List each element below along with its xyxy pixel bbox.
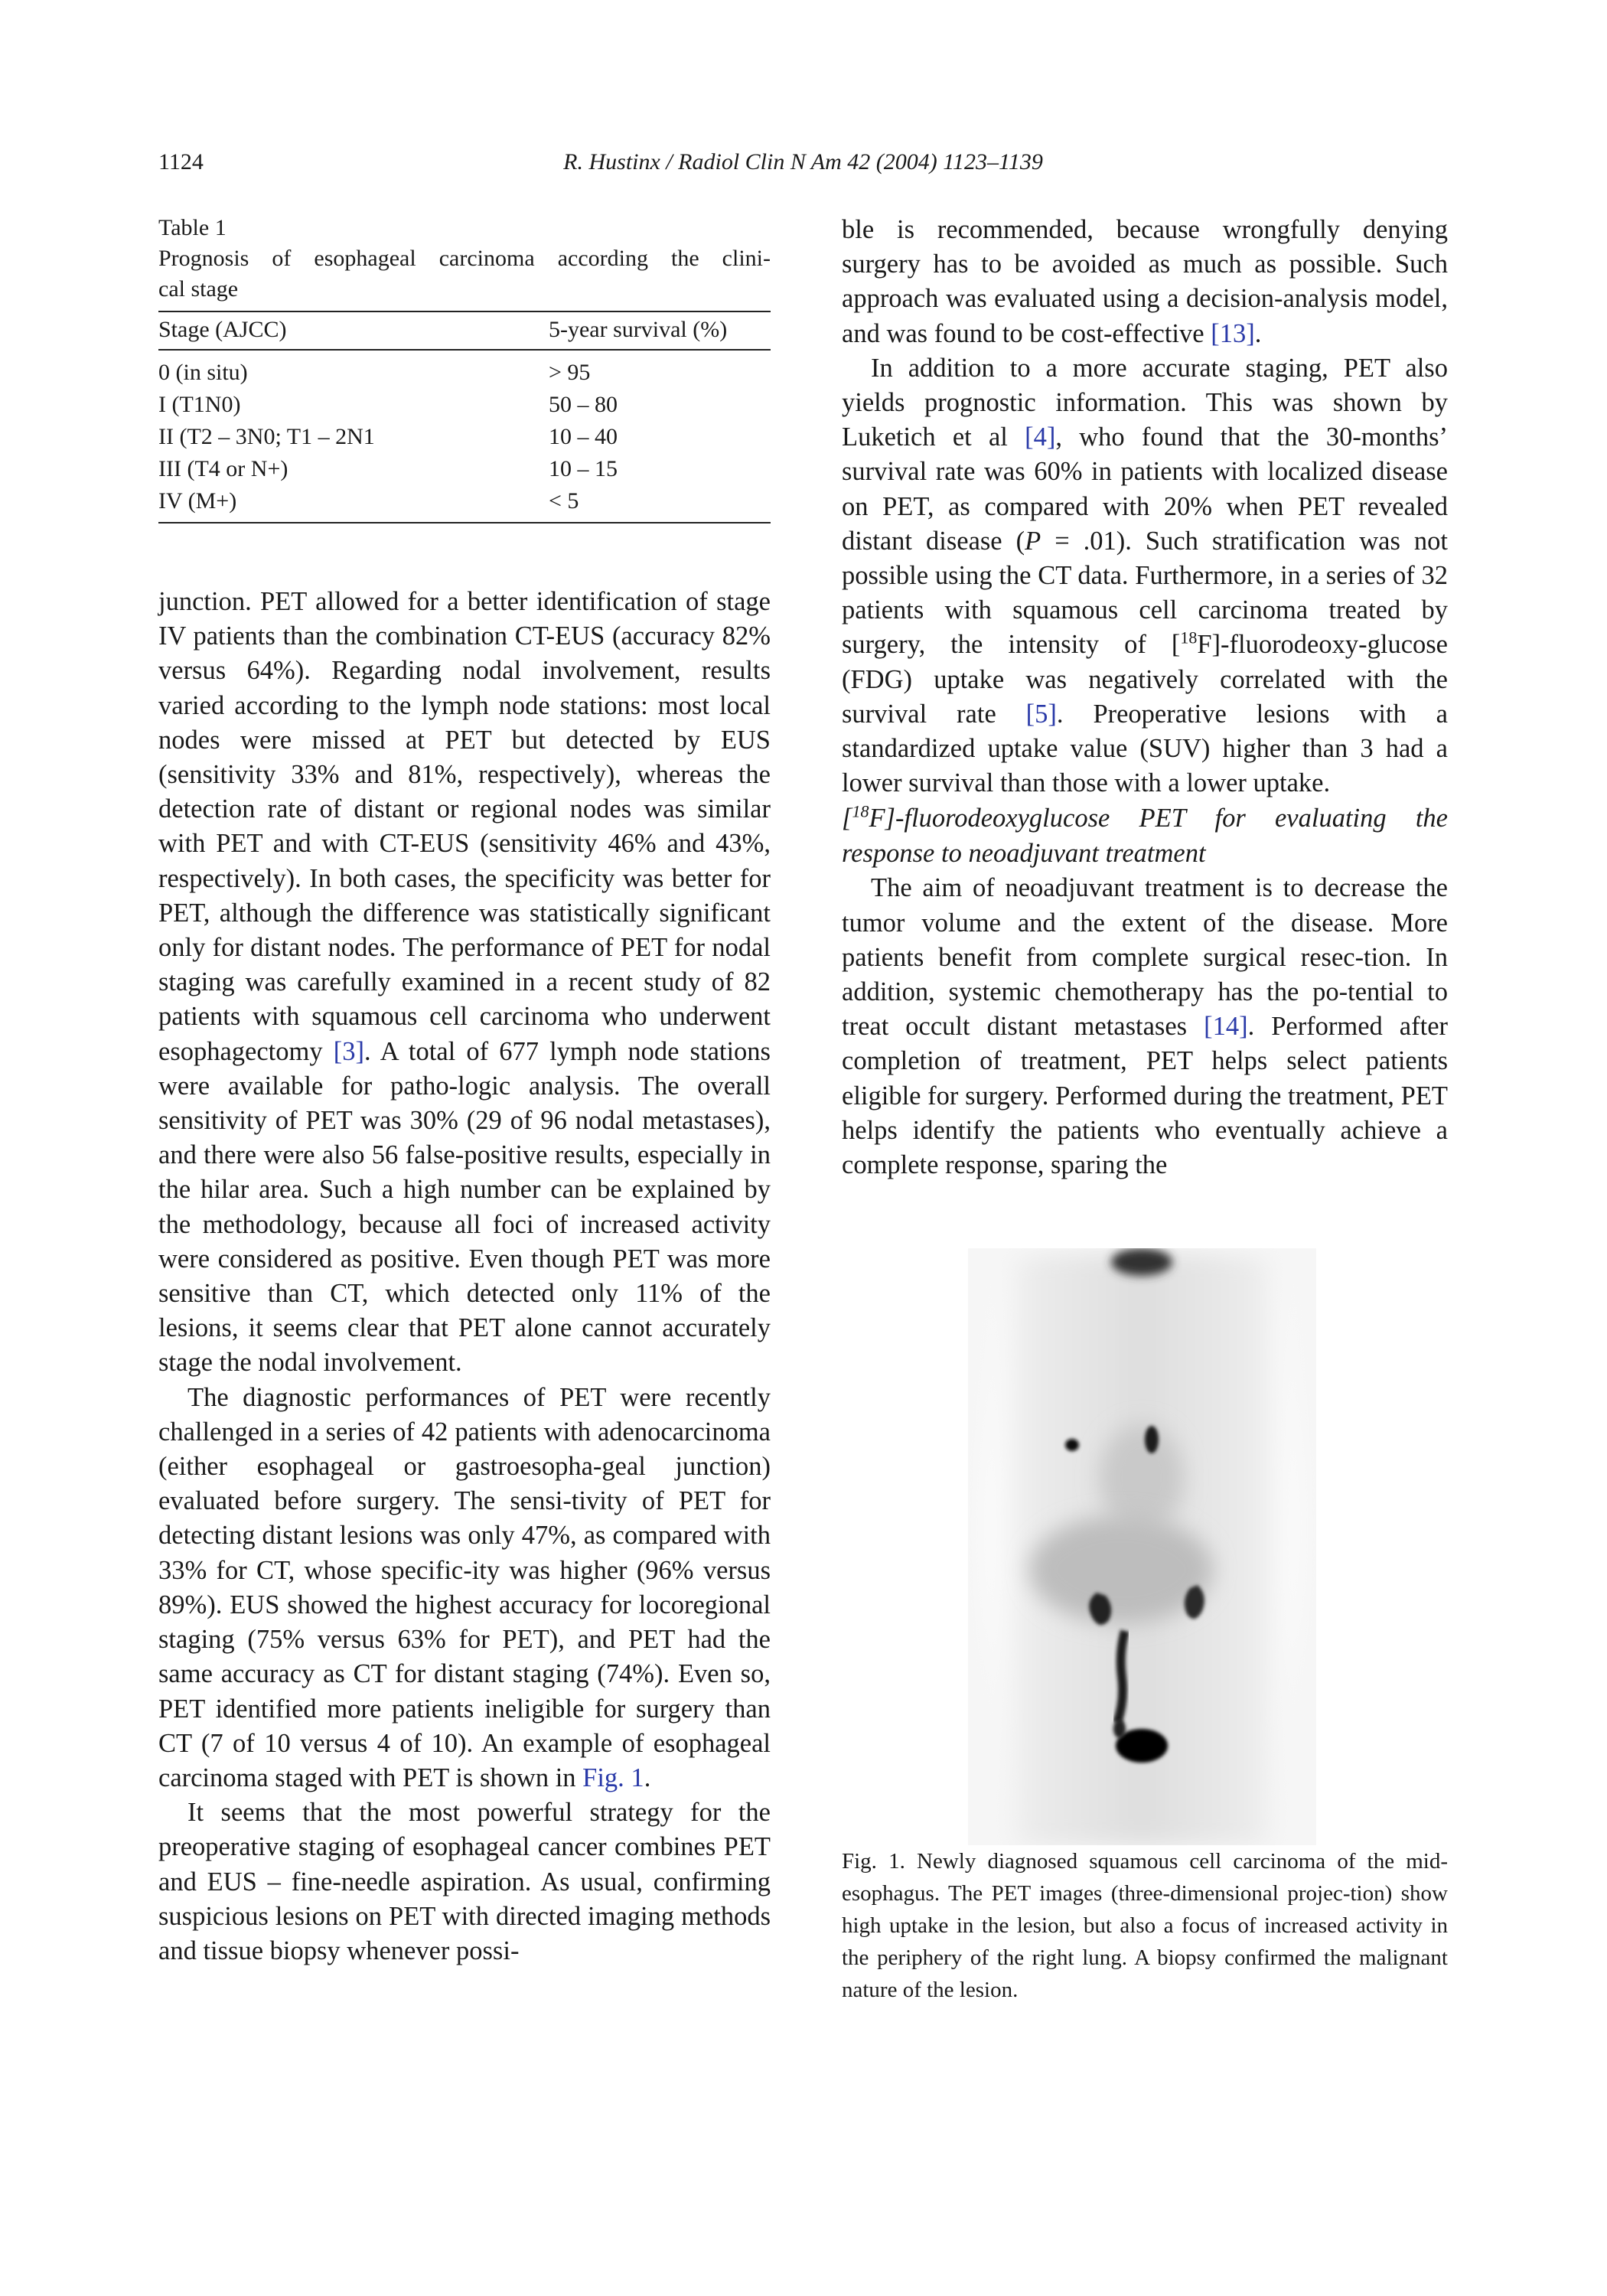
left-column [158,213,771,1968]
right-column [842,213,1448,2006]
column-header-survival: 5-year survival (%) [549,311,771,350]
table-row [158,421,771,453]
running-head [158,145,1448,179]
table-row [158,485,771,523]
table-row [158,453,771,485]
table-row [158,350,771,389]
body-paragraph: ble is recommended, because wrongfully denying surgery has to be avoided as much as possible. Such approach was evaluated using a decision-analysis model, and was found to be cost-effective [13]. [842,215,1448,348]
body-paragraph: It seems that the most powerful strategy for the preoperative staging of esophageal cancer combines PET and EUS – fine-needle aspiration. As usual, confirming suspicious lesions on PET with directed imaging methods and tissue biopsy whenever possi- [158,1798,771,1965]
page-number: 1124 [158,149,204,174]
pet-scan-image [968,1248,1316,1845]
survival-cell: 10 – 40 [549,424,618,449]
table-label: Table 1 [158,215,227,240]
body-paragraph: In addition to a more accurate staging, PET also yields prognostic information. This was shown by Luketich et al [4], who found that the 30-months’ survival rate was 60% in patients with localized disease on PET, as compared with 20% when PET revealed distant disease (P = .01). Such stratification was not possible using the CT data. Furthermore, in a series of 32 patients with squamous cell carcinoma treated by surgery, the intensity of [$^{18}$F]-fluorodeoxy-glucose (FDG) uptake was negatively correlated with the survival rate [5]. Preoperative lesions with a standardized uptake value (SUV) higher than 3 had a lower survival than those with a lower uptake. [842,353,1449,798]
pet-scan-graphic [968,1248,1316,1845]
table-row [158,389,771,421]
reference-link[interactable]: [13] [1211,318,1255,348]
table-caption-line-2: cal stage [158,276,239,302]
survival-cell: < 5 [549,485,771,523]
stage-cell: IV (M+) [158,485,549,523]
table-caption [158,243,771,305]
reference-link[interactable]: [5] [1025,699,1057,729]
reference-link[interactable]: [4] [1025,422,1056,452]
table-1 [158,213,771,523]
survival-cell: 10 – 15 [549,456,618,481]
reference-link[interactable]: [3] [333,1036,364,1066]
column-header-stage: Stage (AJCC) [158,311,549,350]
body-paragraph: junction. PET allowed for a better identification of stage IV patients than the combination CT-EUS (accuracy 82% versus 64%). Regarding nodal involvement, results varied according to the lymph node stations: most local nodes were missed at PET but detected by EUS (sensitivity 33% and 81%, respectively), whereas the detection rate of distant or regional nodes was similar with PET and with CT-EUS (sensitivity 46% and 43%, respectively). In both cases, the specificity was better for PET, although the difference was statistically significant only for distant nodes. The performance of PET for nodal staging was carefully examined in a recent study of 82 patients with squamous cell carcinoma who underwent esophagectomy [3]. A total of 677 lymph node stations were available for patho-logic analysis. The overall sensitivity of PET was 30% (29 of 96 nodal metastases), and there were also 56 false-positive results, especially in the hilar area. Such a high number can be explained by the methodology, because all foci of increased activity were considered as positive. Even though PET was more sensitive than CT, which detected only 11% of the lesions, it seems clear that PET alone cannot accurately stage the nodal involvement. [158,587,771,1378]
figure-caption: Fig. 1. Newly diagnosed squamous cell carcinoma of the mid-esophagus. The PET images (three-dimensional projec-tion) show high uptake in the lesion, but also a focus of increased activity in the periphery of the right lung. A biopsy confirmed the malignant nature of the lesion. [842,1849,1448,2003]
body-paragraph: The diagnostic performances of PET were recently challenged in a series of 42 patients with adenocarcinoma (either esophageal or gastroesopha-geal junction) evaluated before surgery. The sensi-tivity of PET for detecting distant lesions was only 47%, as compared with 33% for CT, whose specific-ity was higher (96% versus 89%). EUS showed the highest accuracy for locoregional staging (75% versus 63% for PET), and PET had the same accuracy as CT for distant staging (74%). Even so, PET identified more patients ineligible for surgery than CT (7 of 10 versus 4 of 10). An example of esophageal carcinoma staged with PET is shown in Fig. 1. [158,1382,771,1792]
stage-cell: I (T1N0) [158,392,241,417]
survival-cell: > 95 [549,360,591,385]
body-paragraph: The aim of neoadjuvant treatment is to decrease the tumor volume and the extent of the disease. More patients benefit from complete surgical resec-tion. In addition, systemic chemotherapy has the po-tential to treat occult distant metastases [14]. Performed after completion of treatment, PET helps select patients eligible for surgery. Performed during the treatment, PET helps identify the patients who eventually achieve a complete response, sparing the [842,873,1448,1180]
section-heading: [$^{18}$F]-fluorodeoxyglucose PET for evaluating the response to neoadjuvant treatment [842,801,1448,869]
stage-cell: III (T4 or N+) [158,456,288,481]
journal-citation: R. Hustinx / Radiol Clin N Am 42 (2004) 1123–1139 [563,149,1043,174]
table-header-row [158,311,771,350]
reference-link[interactable]: [14] [1204,1012,1248,1042]
stage-table [158,311,771,523]
stage-cell: 0 (in situ) [158,360,248,385]
figure-link[interactable]: Fig. 1 [582,1763,644,1792]
survival-cell: 50 – 80 [549,392,618,417]
table-caption-line-1: Prognosis of esophageal carcinoma according the clini- [158,246,771,271]
stage-cell: II (T2 – 3N0; T1 – 2N1 [158,424,375,449]
